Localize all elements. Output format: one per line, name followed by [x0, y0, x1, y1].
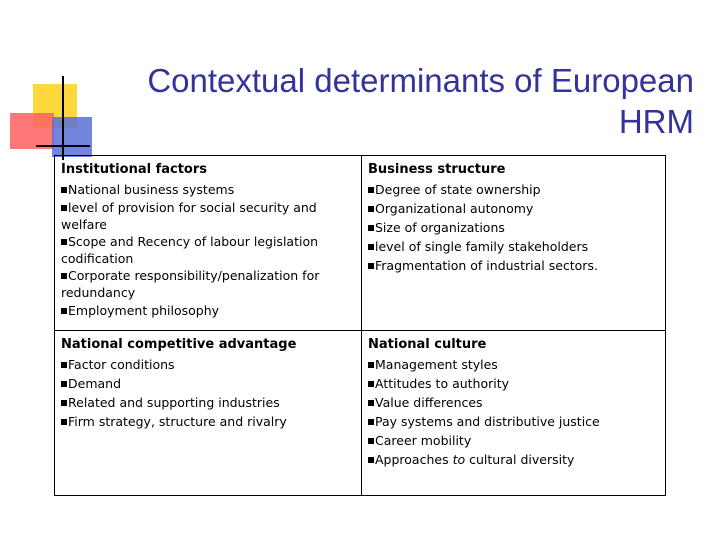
list-item: Career mobility [368, 431, 659, 450]
list-item: Value differences [368, 393, 659, 412]
square-bullet-icon [61, 362, 67, 368]
list-item: Firm strategy, structure and rivalry [61, 412, 355, 431]
square-bullet-icon [61, 419, 67, 425]
square-bullet-icon [61, 205, 67, 211]
list-item: Scope and Recency of labour legislation codification [61, 234, 319, 266]
cell-heading: Institutional factors [61, 162, 208, 177]
square-bullet-icon [61, 381, 67, 387]
decor-horizontal-line [36, 145, 90, 147]
cell-national-culture [362, 331, 666, 496]
square-bullet-icon [368, 457, 374, 463]
list-item: National business systems [61, 180, 355, 199]
list-item: Factor conditions [61, 355, 355, 374]
square-bullet-icon [368, 244, 374, 250]
cell-heading: Business structure [368, 162, 506, 177]
cell-heading: National competitive advantage [61, 337, 297, 352]
cell-business-structure [362, 156, 666, 331]
list-item: Management styles [368, 355, 659, 374]
square-bullet-icon [61, 187, 67, 193]
square-bullet-icon [368, 206, 374, 212]
square-bullet-icon [61, 273, 67, 279]
decor-red-square [10, 113, 54, 149]
list-item: Fragmentation of industrial sectors. [368, 256, 659, 275]
square-bullet-icon [368, 419, 374, 425]
square-bullet-icon [368, 187, 374, 193]
determinants-table [54, 155, 666, 496]
square-bullet-icon [368, 381, 374, 387]
square-bullet-icon [368, 263, 374, 269]
list-item: Attitudes to authority [368, 374, 659, 393]
slide-title: Contextual determinants of European HRM [147, 62, 694, 140]
cell-institutional-factors [55, 156, 362, 331]
list-item: Corporate responsibility/penalization for redundancy [61, 268, 320, 300]
square-bullet-icon [61, 308, 67, 314]
square-bullet-icon [368, 225, 374, 231]
list-item: level of provision for social security and welfare [61, 200, 317, 232]
list-item: Demand [61, 374, 355, 393]
list-item: Size of organizations [368, 218, 659, 237]
list-item: level of single family stakeholders [368, 237, 659, 256]
square-bullet-icon [61, 400, 67, 406]
list-item: Pay systems and distributive justice [368, 412, 659, 431]
list-item: Related and supporting industries [61, 393, 355, 412]
square-bullet-icon [368, 438, 374, 444]
square-bullet-icon [368, 400, 374, 406]
cell-national-competitive-advantage [55, 331, 362, 496]
decor-vertical-line [62, 76, 64, 160]
decor-blue-square [52, 117, 92, 157]
square-bullet-icon [61, 239, 67, 245]
list-item: Approaches to cultural diversity [368, 450, 659, 469]
square-bullet-icon [368, 362, 374, 368]
list-item: Organizational autonomy [368, 199, 659, 218]
list-item: Employment philosophy [61, 301, 355, 320]
cell-heading: National culture [368, 337, 487, 352]
list-item: Degree of state ownership [368, 180, 659, 199]
